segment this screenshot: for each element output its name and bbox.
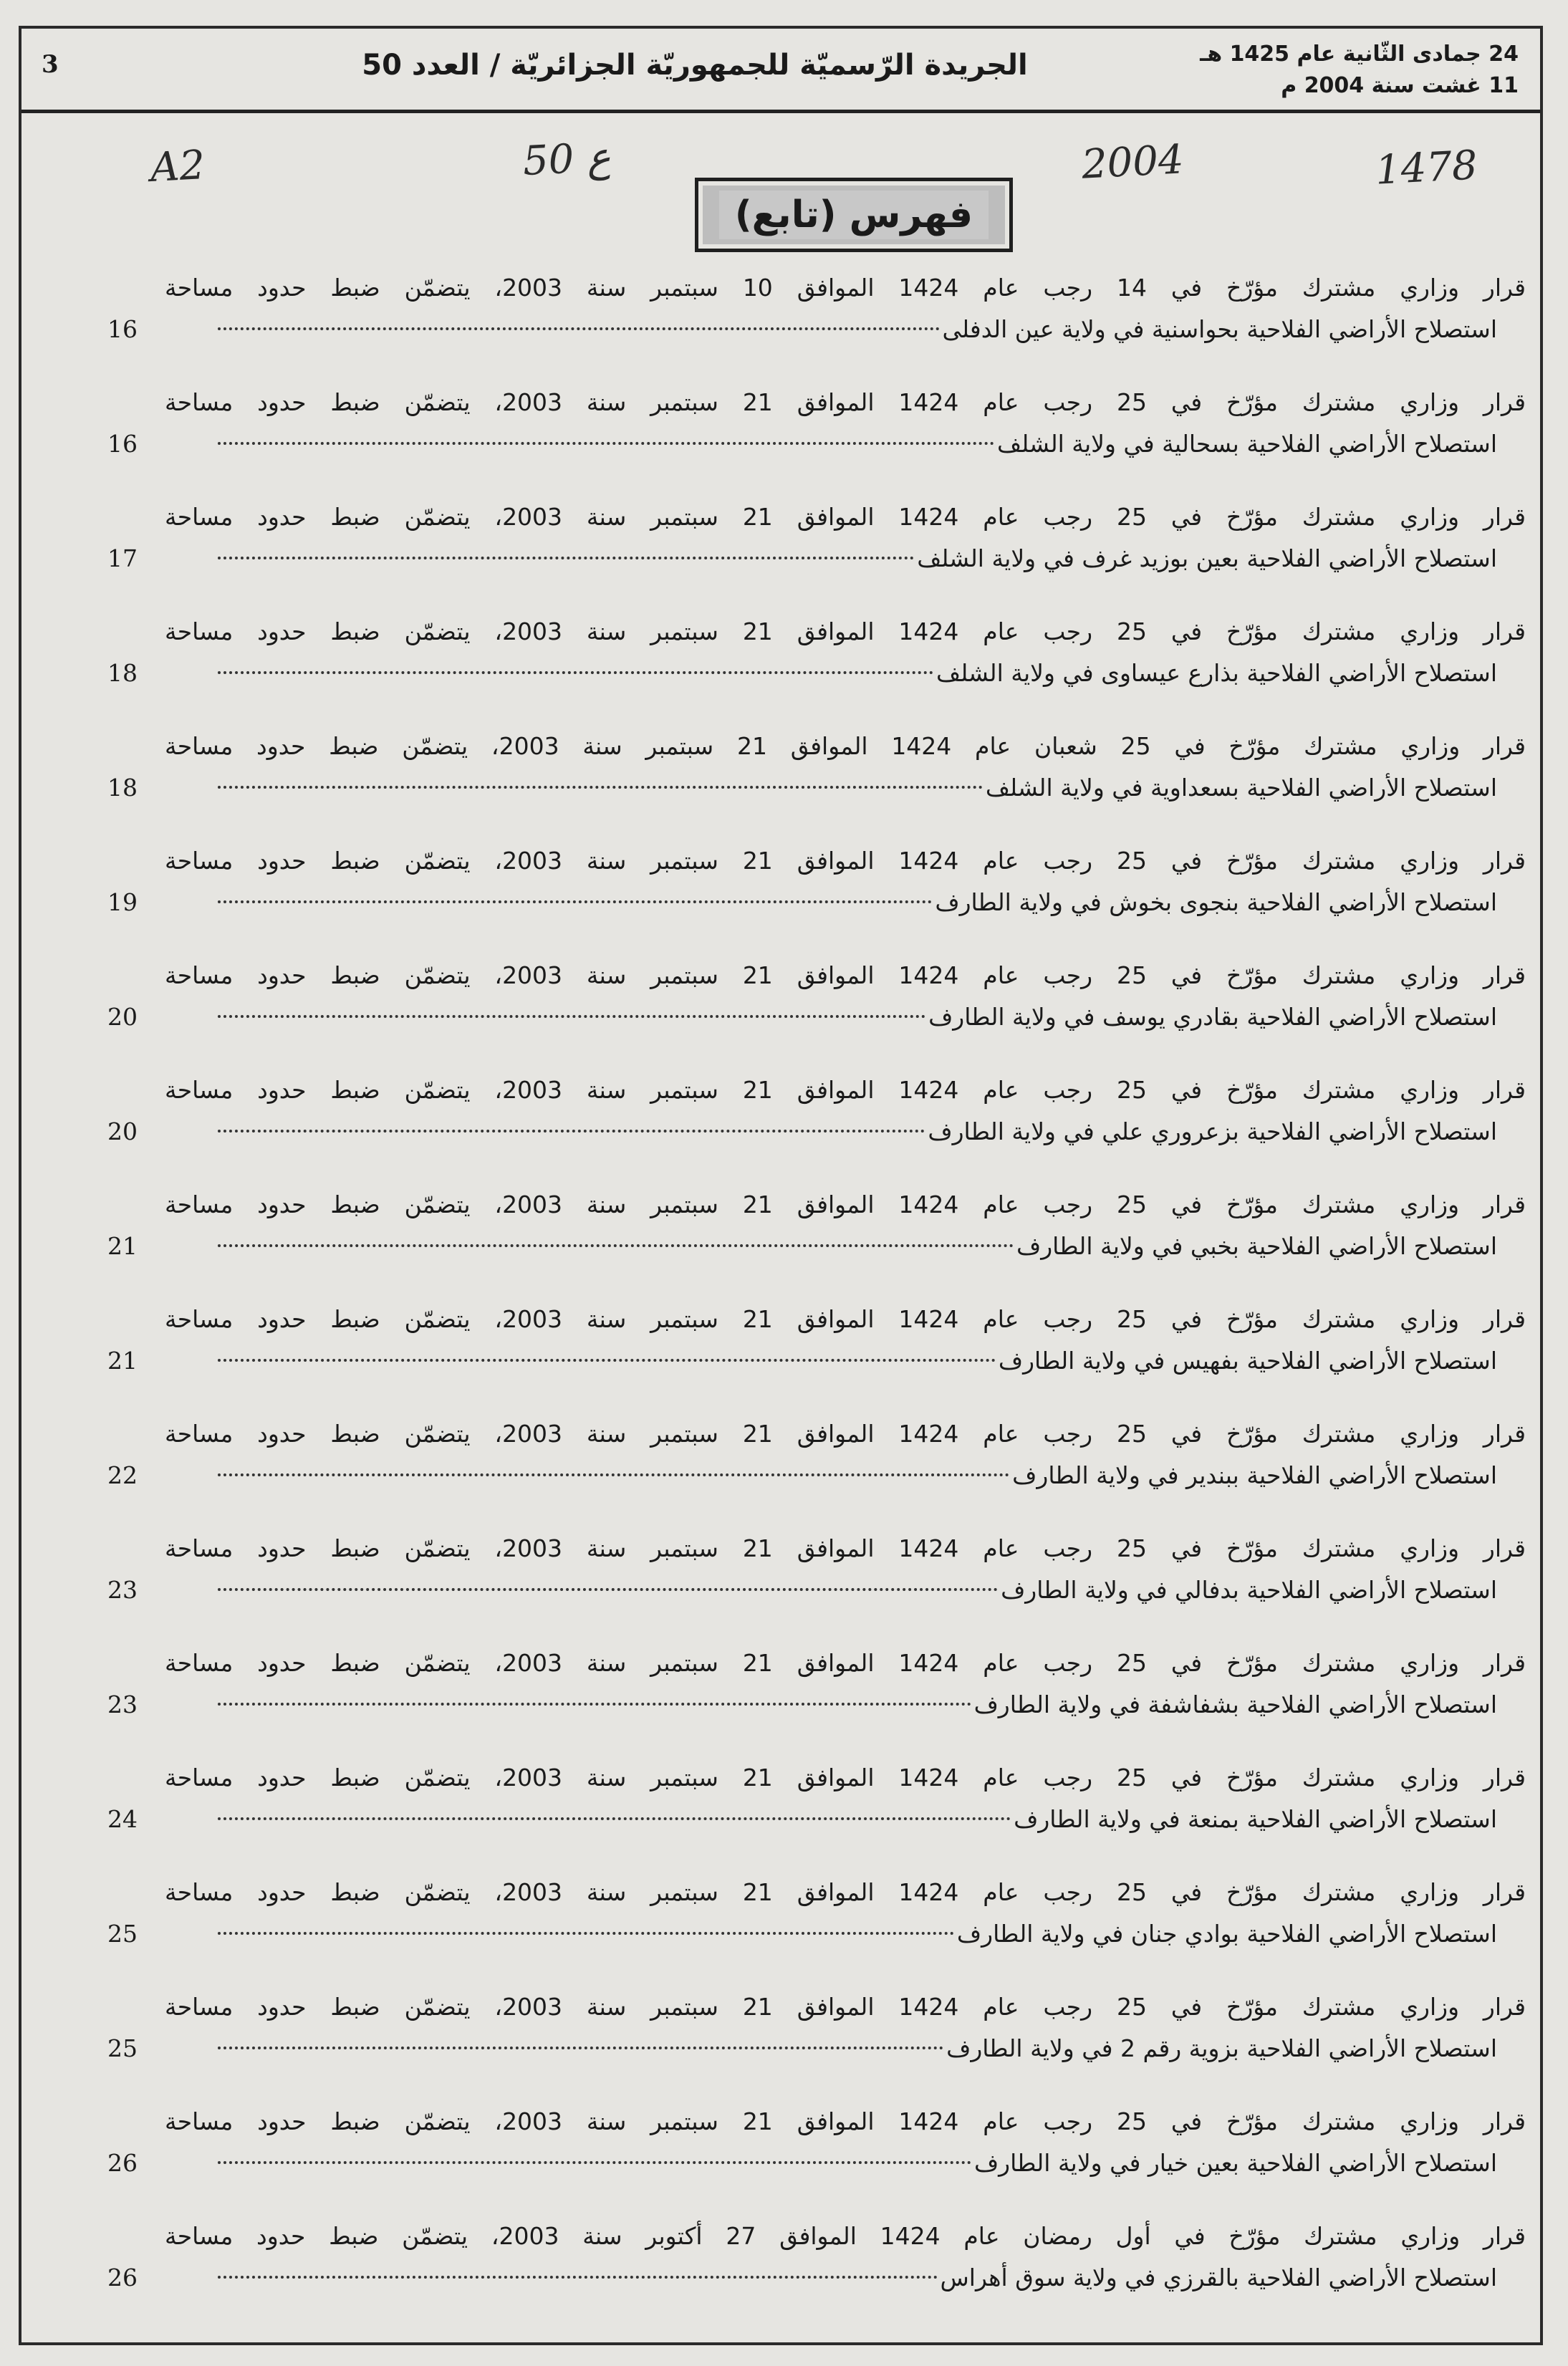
entry-page-number: 23 — [107, 1576, 138, 1604]
entry-subject-line — [215, 1229, 1497, 1264]
index-entry — [107, 500, 1526, 607]
dot-leader — [218, 442, 994, 445]
entry-decree-text: قرار وزاري مشترك مؤرّخ في 25 رجب عام 1424 الموافق 21 سبتمبر سنة 2003، يتضمّن ضبط حدود مساحة — [165, 1534, 1526, 1562]
index-entry — [107, 729, 1526, 837]
entry-subject: استصلاح الأراضي الفلاحية بشفاشفة في ولاية الطارف — [973, 1691, 1497, 1718]
index-entry — [107, 1302, 1526, 1410]
entry-subject: استصلاح الأراضي الفلاحية بسحالية في ولاية الشلف — [997, 430, 1497, 458]
handwritten-note: 50 ع — [521, 133, 612, 186]
index-title: فهرس (تابع) — [719, 191, 989, 239]
entry-decree-text: قرار وزاري مشترك مؤرّخ في 25 رجب عام 1424 الموافق 21 سبتمبر سنة 2003، يتضمّن ضبط حدود مساحة — [165, 847, 1526, 875]
entry-decree-text: قرار وزاري مشترك مؤرّخ في 25 رجب عام 1424 الموافق 21 سبتمبر سنة 2003، يتضمّن ضبط حدود مساحة — [165, 1420, 1526, 1448]
entry-page-number: 18 — [107, 659, 138, 687]
entry-subject: استصلاح الأراضي الفلاحية بفهيس في ولاية الطارف — [998, 1347, 1497, 1375]
entry-page-number: 26 — [107, 2264, 138, 2292]
entry-subject: استصلاح الأراضي الفلاحية بحواسنية في ولاية عين الدفلى — [942, 315, 1497, 343]
dot-leader — [218, 1359, 996, 1362]
entry-subject-line — [215, 312, 1497, 347]
dot-leader — [218, 1015, 925, 1018]
handwritten-note: 1478 — [1374, 142, 1479, 194]
dot-leader — [218, 2047, 943, 2049]
index-entry — [107, 1646, 1526, 1754]
gazette-header — [21, 29, 1540, 113]
entry-subject: استصلاح الأراضي الفلاحية بدفالي في ولاية الطارف — [1001, 1576, 1497, 1604]
dot-leader — [218, 1932, 954, 1935]
index-entry — [107, 1417, 1526, 1524]
entry-page-number: 19 — [107, 888, 138, 916]
dot-leader — [218, 1588, 998, 1591]
entry-subject-line — [215, 1573, 1497, 1607]
entry-decree-text: قرار وزاري مشترك مؤرّخ في 25 رجب عام 1424 الموافق 21 سبتمبر سنة 2003، يتضمّن ضبط حدود مساحة — [165, 1076, 1526, 1104]
index-entry — [107, 1990, 1526, 2097]
index-entry — [107, 2219, 1526, 2327]
entry-subject: استصلاح الأراضي الفلاحية بزعروري علي في ولاية الطارف — [928, 1117, 1497, 1145]
dot-leader — [218, 900, 932, 903]
entry-page-number: 25 — [107, 1920, 138, 1948]
dot-leader — [218, 557, 914, 559]
entry-subject-line — [215, 2146, 1497, 2180]
entry-decree-text: قرار وزاري مشترك مؤرّخ في 25 رجب عام 1424 الموافق 21 سبتمبر سنة 2003، يتضمّن ضبط حدود مساحة — [165, 1649, 1526, 1677]
entry-subject-line — [215, 1688, 1497, 1722]
entry-page-number: 16 — [107, 315, 138, 343]
entry-page-number: 20 — [107, 1117, 138, 1145]
index-entry — [107, 615, 1526, 722]
entry-subject: استصلاح الأراضي الفلاحية بذارع عيساوى في ولاية الشلف — [936, 659, 1497, 687]
entry-page-number: 18 — [107, 774, 138, 802]
date-gregorian: 11 غشت سنة 2004 م — [1281, 73, 1519, 98]
gazette-title: الجريدة الرّسميّة للجمهوريّة الجزائريّة / العدد 50 — [362, 49, 1028, 82]
entry-subject-line — [215, 1917, 1497, 1951]
entry-decree-text: قرار وزاري مشترك مؤرّخ في 14 رجب عام 1424 الموافق 10 سبتمبر سنة 2003، يتضمّن ضبط حدود مساحة — [165, 274, 1526, 302]
entry-subject: استصلاح الأراضي الفلاحية بنجوى بخوش في ولاية الطارف — [935, 888, 1497, 916]
entry-page-number: 21 — [107, 1232, 138, 1260]
entry-decree-text: قرار وزاري مشترك مؤرّخ في 25 رجب عام 1424 الموافق 21 سبتمبر سنة 2003، يتضمّن ضبط حدود مساحة — [165, 961, 1526, 989]
entry-page-number: 24 — [107, 1805, 138, 1833]
dot-leader — [218, 1473, 1009, 1476]
entry-decree-text: قرار وزاري مشترك مؤرّخ في 25 رجب عام 1424 الموافق 21 سبتمبر سنة 2003، يتضمّن ضبط حدود مساحة — [165, 1191, 1526, 1218]
index-entry — [107, 385, 1526, 493]
entry-decree-text: قرار وزاري مشترك مؤرّخ في 25 شعبان عام 1424 الموافق 21 سبتمبر سنة 2003، يتضمّن ضبط حدود مساحة — [165, 732, 1526, 760]
index-entry — [107, 1761, 1526, 1868]
entry-decree-text: قرار وزاري مشترك مؤرّخ في 25 رجب عام 1424 الموافق 21 سبتمبر سنة 2003، يتضمّن ضبط حدود مساحة — [165, 1993, 1526, 2021]
index-entry — [107, 844, 1526, 951]
dot-leader — [218, 1244, 1014, 1247]
entry-subject: استصلاح الأراضي الفلاحية بسعداوية في ولاية الشلف — [985, 774, 1497, 802]
index-entry — [107, 1875, 1526, 1983]
entry-page-number: 20 — [107, 1003, 138, 1031]
dot-leader — [218, 1817, 1011, 1820]
dot-leader — [218, 786, 983, 789]
entry-decree-text: قرار وزاري مشترك مؤرّخ في 25 رجب عام 1424 الموافق 21 سبتمبر سنة 2003، يتضمّن ضبط حدود مساحة — [165, 388, 1526, 416]
entry-subject-line — [215, 1115, 1497, 1149]
index-entry — [107, 1188, 1526, 1295]
entry-subject-line — [215, 656, 1497, 691]
index-entry — [107, 1531, 1526, 1639]
entry-subject-line — [215, 885, 1497, 920]
entry-page-number: 23 — [107, 1691, 138, 1718]
entry-decree-text: قرار وزاري مشترك مؤرّخ في 25 رجب عام 1424 الموافق 21 سبتمبر سنة 2003، يتضمّن ضبط حدود مساحة — [165, 2107, 1526, 2135]
entry-decree-text: قرار وزاري مشترك مؤرّخ في 25 رجب عام 1424 الموافق 21 سبتمبر سنة 2003، يتضمّن ضبط حدود مساحة — [165, 1764, 1526, 1792]
entry-subject-line — [215, 1000, 1497, 1034]
entry-decree-text: قرار وزاري مشترك مؤرّخ في أول رمضان عام 1424 الموافق 27 أكتوبر سنة 2003، يتضمّن ضبط حدود مساحة — [165, 2222, 1526, 2250]
handwritten-note: A2 — [149, 142, 206, 191]
handwritten-note: 2004 — [1080, 136, 1185, 188]
entry-subject-line — [215, 771, 1497, 805]
dot-leader — [218, 2276, 938, 2279]
entry-decree-text: قرار وزاري مشترك مؤرّخ في 25 رجب عام 1424 الموافق 21 سبتمبر سنة 2003، يتضمّن ضبط حدود مساحة — [165, 1305, 1526, 1333]
entry-page-number: 17 — [107, 544, 138, 572]
entry-decree-text: قرار وزاري مشترك مؤرّخ في 25 رجب عام 1424 الموافق 21 سبتمبر سنة 2003، يتضمّن ضبط حدود مساحة — [165, 503, 1526, 531]
entry-decree-text: قرار وزاري مشترك مؤرّخ في 25 رجب عام 1424 الموافق 21 سبتمبر سنة 2003، يتضمّن ضبط حدود مساحة — [165, 1878, 1526, 1906]
index-title-box — [695, 178, 1013, 252]
entry-subject: استصلاح الأراضي الفلاحية بوادي جنان في ولاية الطارف — [956, 1920, 1497, 1948]
entry-subject: استصلاح الأراضي الفلاحية ببندير في ولاية الطارف — [1012, 1461, 1497, 1489]
dot-leader — [218, 1130, 925, 1132]
entry-page-number: 22 — [107, 1461, 138, 1489]
entry-subject-line — [215, 1458, 1497, 1493]
entry-subject-line — [215, 1344, 1497, 1378]
page-number: 3 — [42, 50, 59, 79]
entry-subject: استصلاح الأراضي الفلاحية بعين بوزيد غرف في ولاية الشلف — [917, 544, 1497, 572]
entry-subject-line — [215, 2261, 1497, 2295]
date-hijri: 24 جمادى الثّانية عام 1425 هـ — [1200, 42, 1519, 67]
entry-subject: استصلاح الأراضي الفلاحية بالقرزي في ولاية سوق أهراس — [940, 2264, 1497, 2292]
entry-page-number: 25 — [107, 2034, 138, 2062]
index-entry — [107, 2105, 1526, 2212]
issue-date — [1200, 39, 1519, 102]
entry-subject-line — [215, 2031, 1497, 2066]
entry-subject: استصلاح الأراضي الفلاحية بخبي في ولاية الطارف — [1016, 1232, 1497, 1260]
entry-subject-line — [215, 1802, 1497, 1837]
entry-subject: استصلاح الأراضي الفلاحية بزوية رقم 2 في ولاية الطارف — [946, 2034, 1497, 2062]
entry-subject-line — [215, 427, 1497, 461]
dot-leader — [218, 671, 933, 674]
entry-page-number: 16 — [107, 430, 138, 458]
entry-subject: استصلاح الأراضي الفلاحية بقادري يوسف في ولاية الطارف — [928, 1003, 1497, 1031]
entry-subject: استصلاح الأراضي الفلاحية بعين خيار في ولاية الطارف — [973, 2149, 1497, 2177]
index-entry — [107, 958, 1526, 1066]
index-entry — [107, 1073, 1526, 1180]
dot-leader — [218, 327, 940, 330]
dot-leader — [218, 2161, 971, 2164]
entry-page-number: 21 — [107, 1347, 138, 1375]
entry-subject-line — [215, 542, 1497, 576]
entry-decree-text: قرار وزاري مشترك مؤرّخ في 25 رجب عام 1424 الموافق 21 سبتمبر سنة 2003، يتضمّن ضبط حدود مساحة — [165, 617, 1526, 645]
entry-subject: استصلاح الأراضي الفلاحية بمنعة في ولاية الطارف — [1014, 1805, 1497, 1833]
index-entry — [107, 271, 1526, 378]
index-entries — [107, 271, 1526, 2334]
dot-leader — [218, 1703, 971, 1706]
entry-page-number: 26 — [107, 2149, 138, 2177]
